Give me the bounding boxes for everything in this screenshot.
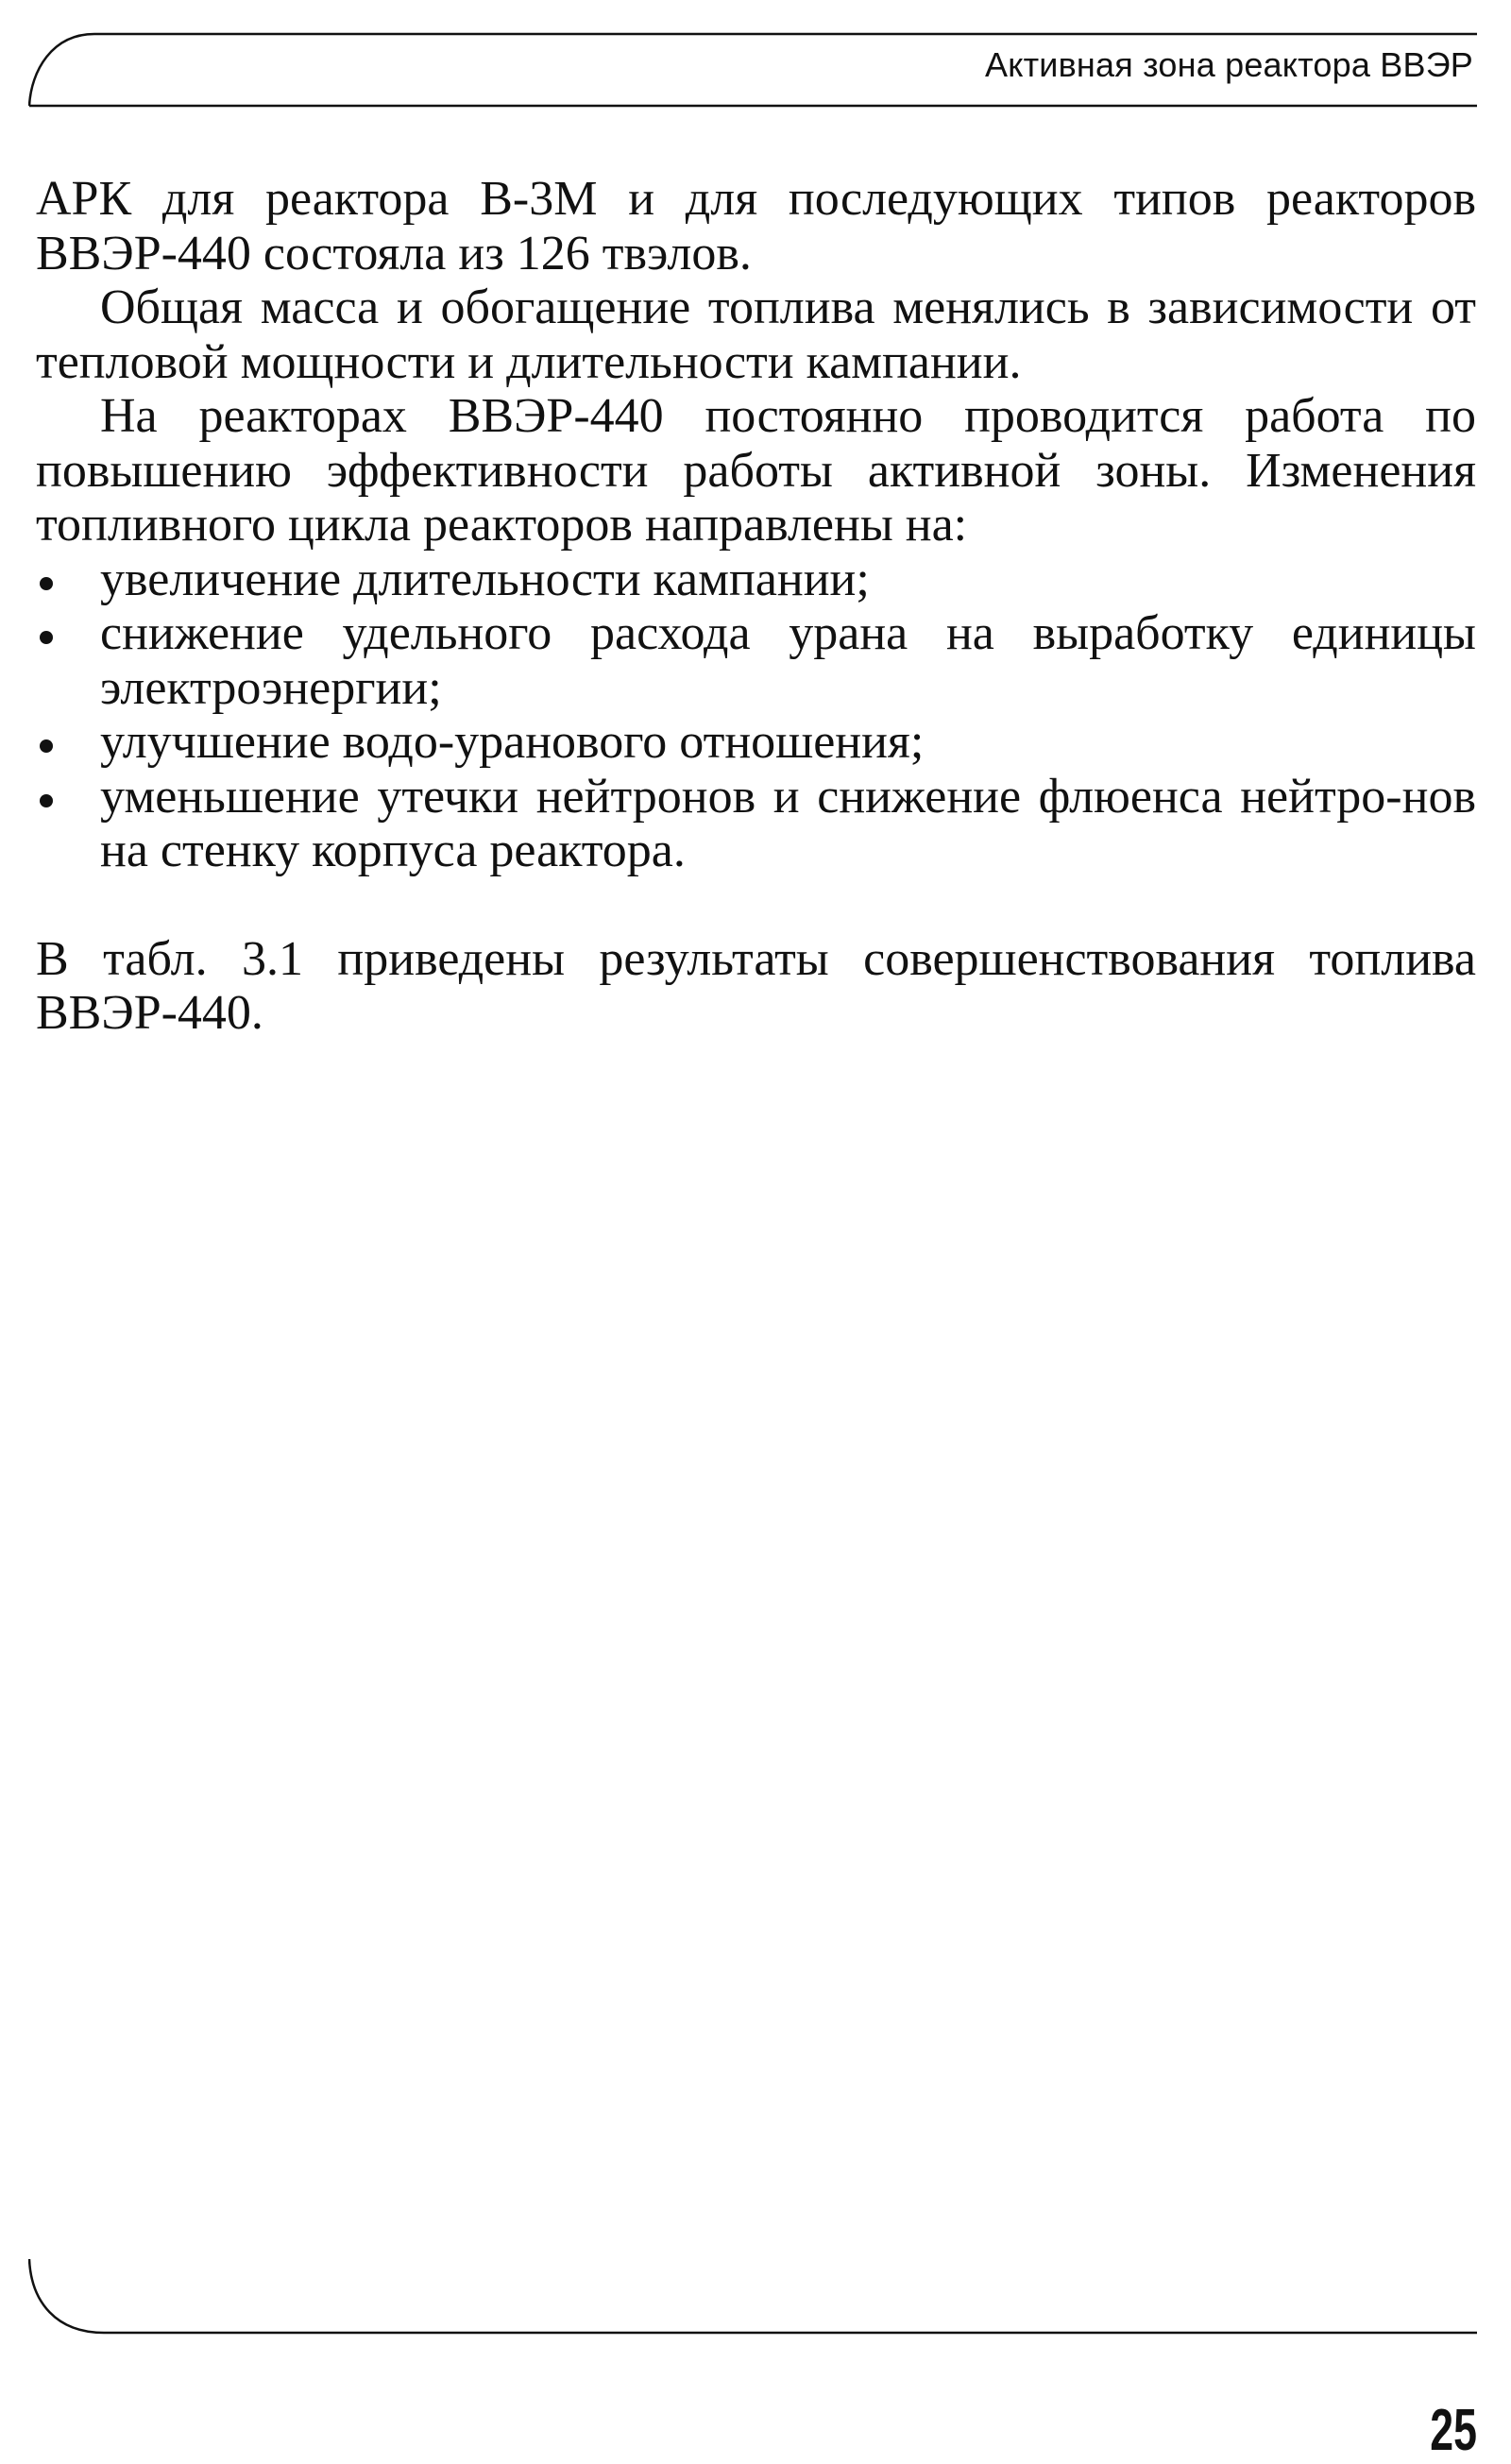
list-item-text: улучшение водо-уранового отношения; [100,715,925,769]
list-item-text: снижение удельного расхода урана на выработку единицы электроэнергии; [100,606,1476,715]
paragraph: В табл. 3.1 приведены результаты совершенствования топлива ВВЭР-440. [36,931,1476,1040]
list-item-text: увеличение длительности кампании; [100,552,870,606]
bullet-icon [40,577,53,590]
bullet-list [36,552,1476,878]
page-number: 25 [1430,2398,1477,2463]
list-item [36,770,1476,878]
bullet-icon [40,631,53,644]
bullet-icon [40,794,53,807]
bullet-icon [40,739,53,753]
running-head: Активная зона реактора ВВЭР [985,45,1473,84]
list-item [36,715,1476,770]
paragraph: Общая масса и обогащение топлива менялись в зависимости от тепловой мощности и длительности кампании. [36,280,1476,389]
paragraph: АРК для реактора В-3М и для последующих типов реакторов ВВЭР-440 состояла из 126 твэлов. [36,172,1476,280]
list-item-text: уменьшение утечки нейтронов и снижение флюенса нейтро-нов на стенку корпуса реактора. [100,769,1476,877]
list-item [36,606,1476,715]
list-item [36,552,1476,607]
paragraph: На реакторах ВВЭР-440 постоянно проводится работа по повышению эффективности работы активной зоны. Изменения топливного цикла реакторов направлены на: [36,389,1476,552]
footer-rule [28,2257,1478,2342]
body-text [36,172,1476,1041]
